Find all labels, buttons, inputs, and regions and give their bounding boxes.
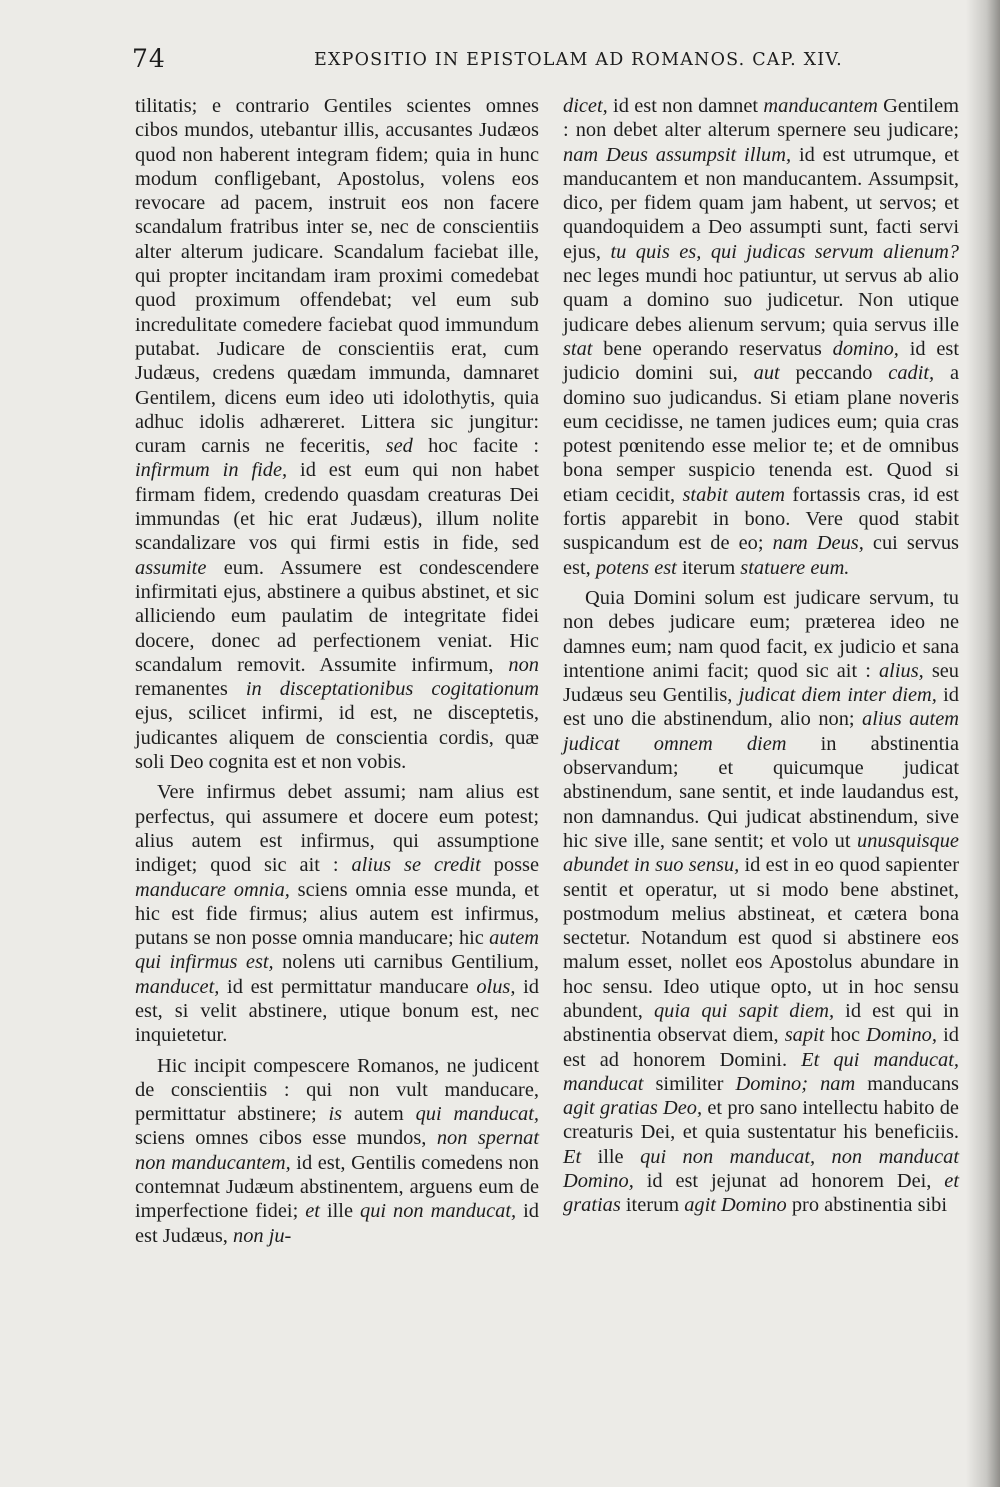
text-run: id est judicio domini sui, bbox=[563, 337, 959, 385]
italic-text: stat bbox=[563, 337, 593, 360]
text-run: similiter bbox=[643, 1072, 736, 1095]
italic-text: alius, bbox=[878, 659, 924, 682]
text-run: Vere infirmus debet assumi; nam alius est perfectus, qui assumere et docere eum potest; alius autem est infirmus, qui assumptione indiget; quod sic ait : bbox=[135, 781, 539, 877]
italic-text: manducet, bbox=[135, 975, 220, 998]
text-run: ejus, scilicet infirmi, id est, ne disceptetis, judicantes aliquem de conscientia cordis, quæ soli Deo cognita est et non vobis. bbox=[135, 702, 539, 774]
italic-text: Et bbox=[563, 1145, 582, 1168]
italic-text: tu quis es, qui judicas servum alienum? bbox=[610, 240, 959, 263]
left-text-column bbox=[135, 94, 539, 1248]
text-run: id est in eo quod sapienter sentit et operatur, ut si modo bene abstinet, postmodum melius abstineat, et cætera bona sectetur. Notandum est quod si abstinere eos malum esset, nollet eos Apostolus abundare in hoc sensu. Ideo utique opto, ut in hoc sensu abundent, bbox=[563, 854, 959, 1022]
italic-text: qui manducat, bbox=[415, 1103, 539, 1126]
text-run: tilitatis; e contrario Gentiles scientes omnes cibos mundos, utebantur illis, accusantes Judæos quod non haberent integram fidem; quia in hunc modum confligebant, Apostolus, volens eos revocare ad pacem, instruit eos non facere scandalum fratribus inter se, nec de conscientiis alter alterum judicare. Scandalum faciebat ille, qui propter incitandam iram proximi comedebat quod proximum offendebat; vel eum sub incredulitate comedere faciebat quod immundum putabat. Judicare de conscientiis erat, cum Judæus, credens quædam immunda, damnaret Gentilem, dicens eum ideo uti idolothytis, quia adhuc idolis adhæreret. Littera sic jungitur: curam carnis ne feceritis, bbox=[135, 95, 539, 458]
text-run: fortassis cras, id est fortis apparebit in bono. Vere quod stabit suspicandum est de eo; bbox=[563, 483, 959, 555]
text-run: pro abstinentia sibi bbox=[786, 1194, 948, 1217]
text-run: ille bbox=[581, 1145, 641, 1168]
paragraph bbox=[135, 1054, 539, 1248]
text-run: manducans bbox=[855, 1072, 959, 1095]
italic-text: assumite bbox=[135, 556, 207, 579]
text-run: id est permittatur manducare bbox=[219, 975, 477, 998]
italic-text: stabit autem bbox=[682, 483, 786, 506]
text-run: autem bbox=[342, 1103, 416, 1126]
text-run: id est qui in abstinentia observat diem, bbox=[563, 999, 959, 1047]
text-run: ille bbox=[319, 1200, 360, 1223]
italic-text: domino, bbox=[832, 337, 899, 360]
running-head: EXPOSITIO IN EPISTOLAM AD ROMANOS. CAP. XIV. bbox=[314, 50, 843, 70]
text-run: id est, si velit abstinere, utique bonum est, nec inquietetur. bbox=[135, 975, 539, 1047]
text-run: id est ad honorem Domini. bbox=[563, 1024, 959, 1071]
italic-text: non ju- bbox=[233, 1224, 292, 1247]
text-run: id est jejunat ad honorem Dei, bbox=[633, 1170, 945, 1193]
italic-text: qui non manducat, non manducat Domino, bbox=[563, 1145, 959, 1193]
italic-text: Et qui manducat, manducat bbox=[563, 1048, 959, 1095]
italic-text: sed bbox=[385, 435, 413, 458]
italic-text: aut bbox=[753, 362, 780, 385]
text-run: id est, Gentilis comedens non contemnat Judæum abstinentem, arguens eum de imperfectione fidei; bbox=[135, 1151, 539, 1223]
italic-text: alius autem judicat omnem diem bbox=[563, 708, 959, 755]
italic-text: autem qui infirmus est, bbox=[135, 927, 539, 974]
text-run: sciens omnes cibos esse mundos, bbox=[135, 1127, 437, 1150]
italic-text: sapit bbox=[784, 1024, 825, 1047]
text-run: et pro sano intellectu habito de creaturis Dei, et quia sustentatur his beneficiis. bbox=[563, 1097, 959, 1144]
italic-text: et bbox=[305, 1200, 320, 1223]
text-run: iterum bbox=[676, 556, 741, 579]
italic-text: manducantem bbox=[763, 95, 878, 117]
italic-text: in disceptationibus cogitationum bbox=[245, 678, 539, 701]
text-run: hoc facite : bbox=[412, 435, 540, 458]
italic-text: statuere eum. bbox=[740, 556, 850, 579]
text-run: eum. Assumere est condescendere infirmitati ejus, abstinere a quibus abstinet, et sic alliciendo eum paulatim de integritate fidei docere, donec ad perfectionem veniat. Hic scandalum removit. Assumite infirmum, bbox=[135, 556, 539, 676]
italic-text: olus, bbox=[476, 975, 516, 998]
italic-text: nam Deus assumpsit illum, bbox=[563, 143, 792, 166]
italic-text: Domino, bbox=[866, 1024, 937, 1047]
text-run: id est utrumque, et manducantem et non manducantem. Assumpsit, dico, per fidem quam jam habent, ut servos; et quandoquidem a Deo assumpti sunt, facti servi ejus, bbox=[563, 143, 959, 263]
text-run: sciens omnia esse munda, et hic est fide firmus; alius autem est infirmus, putans se non posse omnia manducare; hic bbox=[135, 878, 539, 950]
text-run: a domino suo judicandus. Si etiam plane noveris eum cecidisse, ne tamen judices eum; quia cras potest pœnitendo esse melior te; et de omnibus bona semper suspicio tenenda est. Quod si etiam cecidit, bbox=[563, 362, 959, 506]
text-run: nec leges mundi hoc patiuntur, ut servus ab alio quam a domino suo judicetur. Non utique judicare debes alienum servum; quia servus ille bbox=[563, 265, 959, 336]
text-run: cui servus est, bbox=[563, 532, 959, 579]
italic-text: quia qui sapit diem, bbox=[653, 999, 835, 1022]
page-header bbox=[132, 44, 962, 74]
italic-text: dicet, bbox=[563, 95, 608, 117]
italic-text: nam Deus, bbox=[772, 532, 864, 555]
italic-text: agit gratias Deo, bbox=[563, 1097, 703, 1120]
text-run: Gentilem : non debet alter alterum spernere seu judicare; bbox=[563, 95, 959, 142]
text-run: id est eum qui non habet firmam fidem, credendo quasdam creaturas Dei immundas (et hic erat Judæus), illum nolite scandalizare vos qui firmi estis in fide, sed bbox=[135, 459, 539, 555]
right-text-column bbox=[563, 94, 959, 1218]
italic-text: non bbox=[508, 653, 539, 676]
italic-text: agit Domino bbox=[684, 1194, 787, 1217]
italic-text: non spernat non manducantem, bbox=[135, 1127, 539, 1174]
italic-text: qui non manducat, bbox=[360, 1200, 517, 1223]
text-run: id est uno die abstinendum, alio non; bbox=[563, 684, 959, 731]
text-run: seu Judæus seu Gentilis, bbox=[563, 659, 960, 707]
text-run: id est Judæus, bbox=[135, 1200, 539, 1247]
text-run: posse bbox=[480, 854, 539, 877]
page-edge-shadow bbox=[966, 0, 1000, 1487]
text-run: hoc bbox=[824, 1024, 867, 1047]
italic-text: cadit, bbox=[888, 362, 935, 385]
text-run: id est non damnet bbox=[607, 95, 764, 117]
text-run: iterum bbox=[620, 1194, 685, 1217]
italic-text: judicat diem inter diem, bbox=[738, 684, 937, 707]
italic-text: is bbox=[328, 1103, 343, 1126]
italic-text: infirmum in fide, bbox=[135, 459, 288, 482]
paragraph bbox=[135, 780, 539, 1047]
paragraph bbox=[135, 94, 539, 774]
paragraph bbox=[563, 586, 959, 1218]
text-run: peccando bbox=[779, 362, 889, 385]
italic-text: et gratias bbox=[563, 1170, 959, 1217]
text-run: in abstinentia observandum; et quicumque judicat abstinendum, sane sentit, et inde laudandus est, non damnandus. Qui judicat abstinendum, sive hic sive ille, sane sentit; et volo ut bbox=[563, 732, 959, 852]
page-number: 74 bbox=[132, 44, 166, 73]
italic-text: Domino; nam bbox=[735, 1072, 856, 1095]
italic-text: alius se credit bbox=[351, 854, 481, 877]
italic-text: unusquisque abundet in suo sensu, bbox=[563, 829, 959, 877]
paragraph bbox=[563, 94, 959, 580]
text-run: nolens uti carnibus Gentilium, bbox=[273, 951, 540, 974]
text-run: Hic incipit compescere Romanos, ne judicent de conscientiis : qui non vult manducare, permittatur abstinere; bbox=[135, 1054, 539, 1126]
text-run: Quia Domini solum est judicare servum, tu non debes judicare eum; præterea ideo ne damnes eum; nam quod facit, ex judicio et sana intentione animi facit; quod sic ait : bbox=[563, 586, 959, 682]
text-run: bene operando reservatus bbox=[592, 337, 833, 360]
italic-text: manducare omnia, bbox=[135, 878, 290, 901]
italic-text: potens est bbox=[595, 556, 677, 579]
text-run: remanentes bbox=[135, 678, 246, 701]
